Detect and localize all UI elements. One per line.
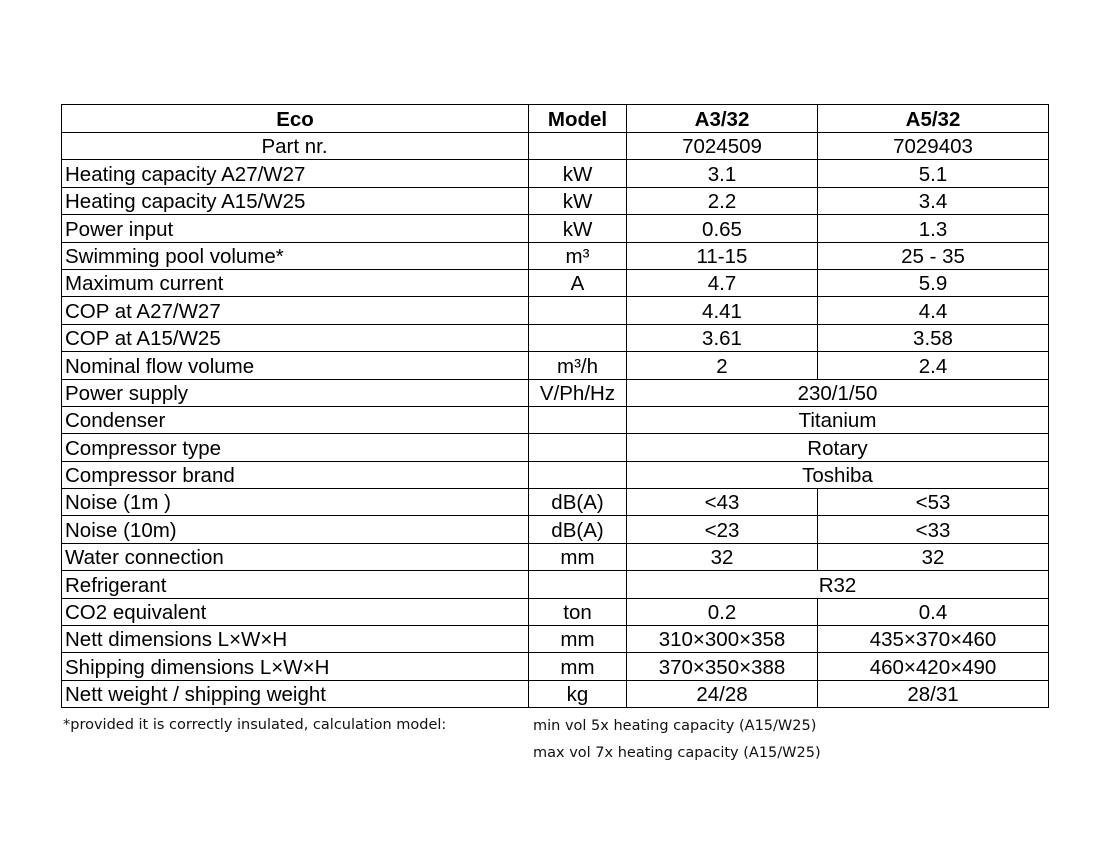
header-a5-32: A5/32 [818,105,1049,133]
a5-value-cell: 435×370×460 [818,626,1049,653]
a5-value-cell: 28/31 [818,680,1049,707]
a3-value-cell: 0.65 [627,215,818,242]
parameter-cell: Part nr. [62,133,529,160]
unit-cell: kW [529,187,627,214]
parameter-cell: Nett weight / shipping weight [62,680,529,707]
parameter-cell: Noise (10m) [62,516,529,543]
table-row [62,297,1049,324]
header-eco: Eco [62,105,529,133]
unit-cell [529,434,627,461]
parameter-cell: Swimming pool volume* [62,242,529,269]
a3-value-cell: 3.1 [627,160,818,187]
calc-min-note: min vol 5x heating capacity (A15/W25) [533,718,817,734]
unit-cell: m³/h [529,352,627,379]
a3-value-cell: 4.7 [627,269,818,296]
parameter-cell: CO2 equivalent [62,598,529,625]
unit-cell [529,406,627,433]
parameter-cell: Heating capacity A27/W27 [62,160,529,187]
table-row [62,379,1049,406]
parameter-cell: Compressor brand [62,461,529,488]
parameter-cell: Refrigerant [62,571,529,598]
unit-cell [529,133,627,160]
unit-cell: kW [529,215,627,242]
unit-cell [529,324,627,351]
parameter-cell: Power input [62,215,529,242]
unit-cell: ton [529,598,627,625]
spec-table [61,104,1049,708]
a5-value-cell: <53 [818,489,1049,516]
table-row [62,352,1049,379]
table-row [62,434,1049,461]
unit-cell [529,297,627,324]
parameter-cell: Nominal flow volume [62,352,529,379]
a5-value-cell: 1.3 [818,215,1049,242]
shared-value-cell: R32 [627,571,1049,598]
a5-value-cell: 7029403 [818,133,1049,160]
a5-value-cell: 3.4 [818,187,1049,214]
table-row [62,269,1049,296]
table-row [62,461,1049,488]
a3-value-cell: <43 [627,489,818,516]
table-row [62,406,1049,433]
shared-value-cell: Toshiba [627,461,1049,488]
table-row [62,598,1049,625]
parameter-cell: Compressor type [62,434,529,461]
unit-cell: dB(A) [529,516,627,543]
a3-value-cell: 370×350×388 [627,653,818,680]
unit-cell: dB(A) [529,489,627,516]
table-row [62,680,1049,707]
a3-value-cell: <23 [627,516,818,543]
a3-value-cell: 2.2 [627,187,818,214]
unit-cell: mm [529,543,627,570]
a5-value-cell: 25 - 35 [818,242,1049,269]
table-row [62,187,1049,214]
footnote: *provided it is correctly insulated, calculation model: [63,717,447,733]
parameter-cell: Heating capacity A15/W25 [62,187,529,214]
shared-value-cell: Titanium [627,406,1049,433]
parameter-cell: Nett dimensions L×W×H [62,626,529,653]
header-model: Model [529,105,627,133]
table-row [62,516,1049,543]
a3-value-cell: 11-15 [627,242,818,269]
a3-value-cell: 32 [627,543,818,570]
a3-value-cell: 3.61 [627,324,818,351]
unit-cell: mm [529,653,627,680]
parameter-cell: COP at A27/W27 [62,297,529,324]
shared-value-cell: 230/1/50 [627,379,1049,406]
parameter-cell: COP at A15/W25 [62,324,529,351]
a5-value-cell: 5.9 [818,269,1049,296]
parameter-cell: Water connection [62,543,529,570]
table-row [62,571,1049,598]
parameter-cell: Shipping dimensions L×W×H [62,653,529,680]
shared-value-cell: Rotary [627,434,1049,461]
unit-cell: A [529,269,627,296]
unit-cell: m³ [529,242,627,269]
a3-value-cell: 2 [627,352,818,379]
parameter-cell: Power supply [62,379,529,406]
table-row [62,626,1049,653]
unit-cell: kg [529,680,627,707]
a3-value-cell: 7024509 [627,133,818,160]
parameter-cell: Noise (1m ) [62,489,529,516]
a3-value-cell: 0.2 [627,598,818,625]
a5-value-cell: 4.4 [818,297,1049,324]
a5-value-cell: 460×420×490 [818,653,1049,680]
a5-value-cell: 0.4 [818,598,1049,625]
unit-cell: V/Ph/Hz [529,379,627,406]
table-row [62,543,1049,570]
table-row [62,324,1049,351]
unit-cell: kW [529,160,627,187]
table-row [62,489,1049,516]
table-row [62,133,1049,160]
a3-value-cell: 24/28 [627,680,818,707]
table-header-row [62,105,1049,133]
unit-cell [529,461,627,488]
header-a3-32: A3/32 [627,105,818,133]
table-row [62,160,1049,187]
table-row [62,653,1049,680]
a3-value-cell: 310×300×358 [627,626,818,653]
unit-cell [529,571,627,598]
table-row [62,215,1049,242]
a3-value-cell: 4.41 [627,297,818,324]
a5-value-cell: <33 [818,516,1049,543]
table-row [62,242,1049,269]
calc-max-note: max vol 7x heating capacity (A15/W25) [533,745,821,761]
a5-value-cell: 3.58 [818,324,1049,351]
a5-value-cell: 5.1 [818,160,1049,187]
a5-value-cell: 2.4 [818,352,1049,379]
a5-value-cell: 32 [818,543,1049,570]
parameter-cell: Condenser [62,406,529,433]
unit-cell: mm [529,626,627,653]
parameter-cell: Maximum current [62,269,529,296]
